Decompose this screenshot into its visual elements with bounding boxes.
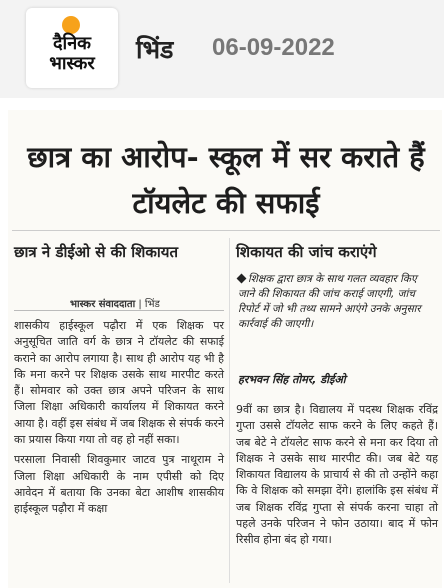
headline-divider [12, 230, 440, 231]
paragraph-1: शासकीय हाईस्कूल पढ़ौरा में एक शिक्षक पर अनुसूचित जाति वर्ग के छात्र ने टॉयलेट की सफाई कराने का आरोप लगाया है। साथ ही आरोप यह भी है कि मना करने पर शिक्षक उसके साथ मारपीट करते हैं। सोमवार को उक्त छात्र अपने परिजन के साथ जिला शिक्षा अधिकारी कार्यालय में शिकायत करने आया है। वहीं इस संबंध में जब शिक्षक से संपर्क करने का प्रयास किया गया तो वह हो नहीं सका। [14, 319, 224, 447]
body-column-right [236, 402, 438, 549]
logo-text-line1: दैनिक [52, 33, 92, 54]
byline-source: भास्कर संवाददाता [70, 299, 136, 310]
quote-author: हरभवन सिंह तोमर, डीईओ [238, 373, 346, 386]
subheading-right: शिकायत की जांच कराएंगे [236, 243, 377, 261]
paragraph-2: परसाला निवासी शिवकुमार जाटव पुत्र नाथूराम ने जिला शिक्षा अधिकारी के नाम एपीसी को दिए आवेदन में बताया कि उनका बेटा आशीष शासकीय हाईस्कूल पढ़ौरा में कक्षा [14, 453, 224, 516]
subheading-left: छात्र ने डीईओ से की शिकायत [14, 243, 179, 261]
city-name: भिंड [136, 35, 174, 64]
body-column-left [14, 318, 224, 518]
page-header [0, 0, 444, 98]
deo-quote [238, 272, 436, 332]
logo-text-line2: भास्कर [49, 53, 95, 74]
quote-text: शिक्षक द्वारा छात्र के साथ गलत व्यवहार किए जाने की शिकायत की जांच कराई जाएगी, जांच रिपोर्ट में जो भी तथ्य सामने आएंगे उनके अनुसार कार्रवाई की जाएगी। [238, 273, 421, 330]
column-divider [229, 238, 230, 583]
sun-icon [62, 16, 80, 34]
byline-divider [14, 310, 224, 311]
newspaper-logo [26, 8, 118, 88]
paragraph-3: 9वीं का छात्र है। विद्यालय में पदस्थ शिक्षक रविंद्र गुप्ता उससे टॉयलेट साफ करने के लिए कहते हैं। जब बेटे ने टॉयलेट साफ करने से मना कर दिया तो शिक्षक ने उसके साथ मारपीट की। जब बेटे यह शिकायत विद्यालय के प्राचार्य से की तो उन्होंने कहा कि वे शिक्षक को समझा देंगे। हालांकि इस संबंध में जब शिक्षक रविंद्र गुप्ता से संपर्क करना चाहा तो पहले उनके परिजन ने फोन उठाया। बाद में फोन रिसीव होना बंद हो गया। [236, 403, 438, 547]
byline: भास्कर संवाददाता | भिंड [70, 299, 160, 310]
byline-place: भिंड [144, 299, 160, 310]
article-headline: छात्र का आरोप- स्कूल में सर कराते हैं टॉयलेट की सफाई [27, 140, 425, 220]
bullet-icon [237, 274, 247, 284]
edition-date: 06-09-2022 [212, 34, 335, 61]
